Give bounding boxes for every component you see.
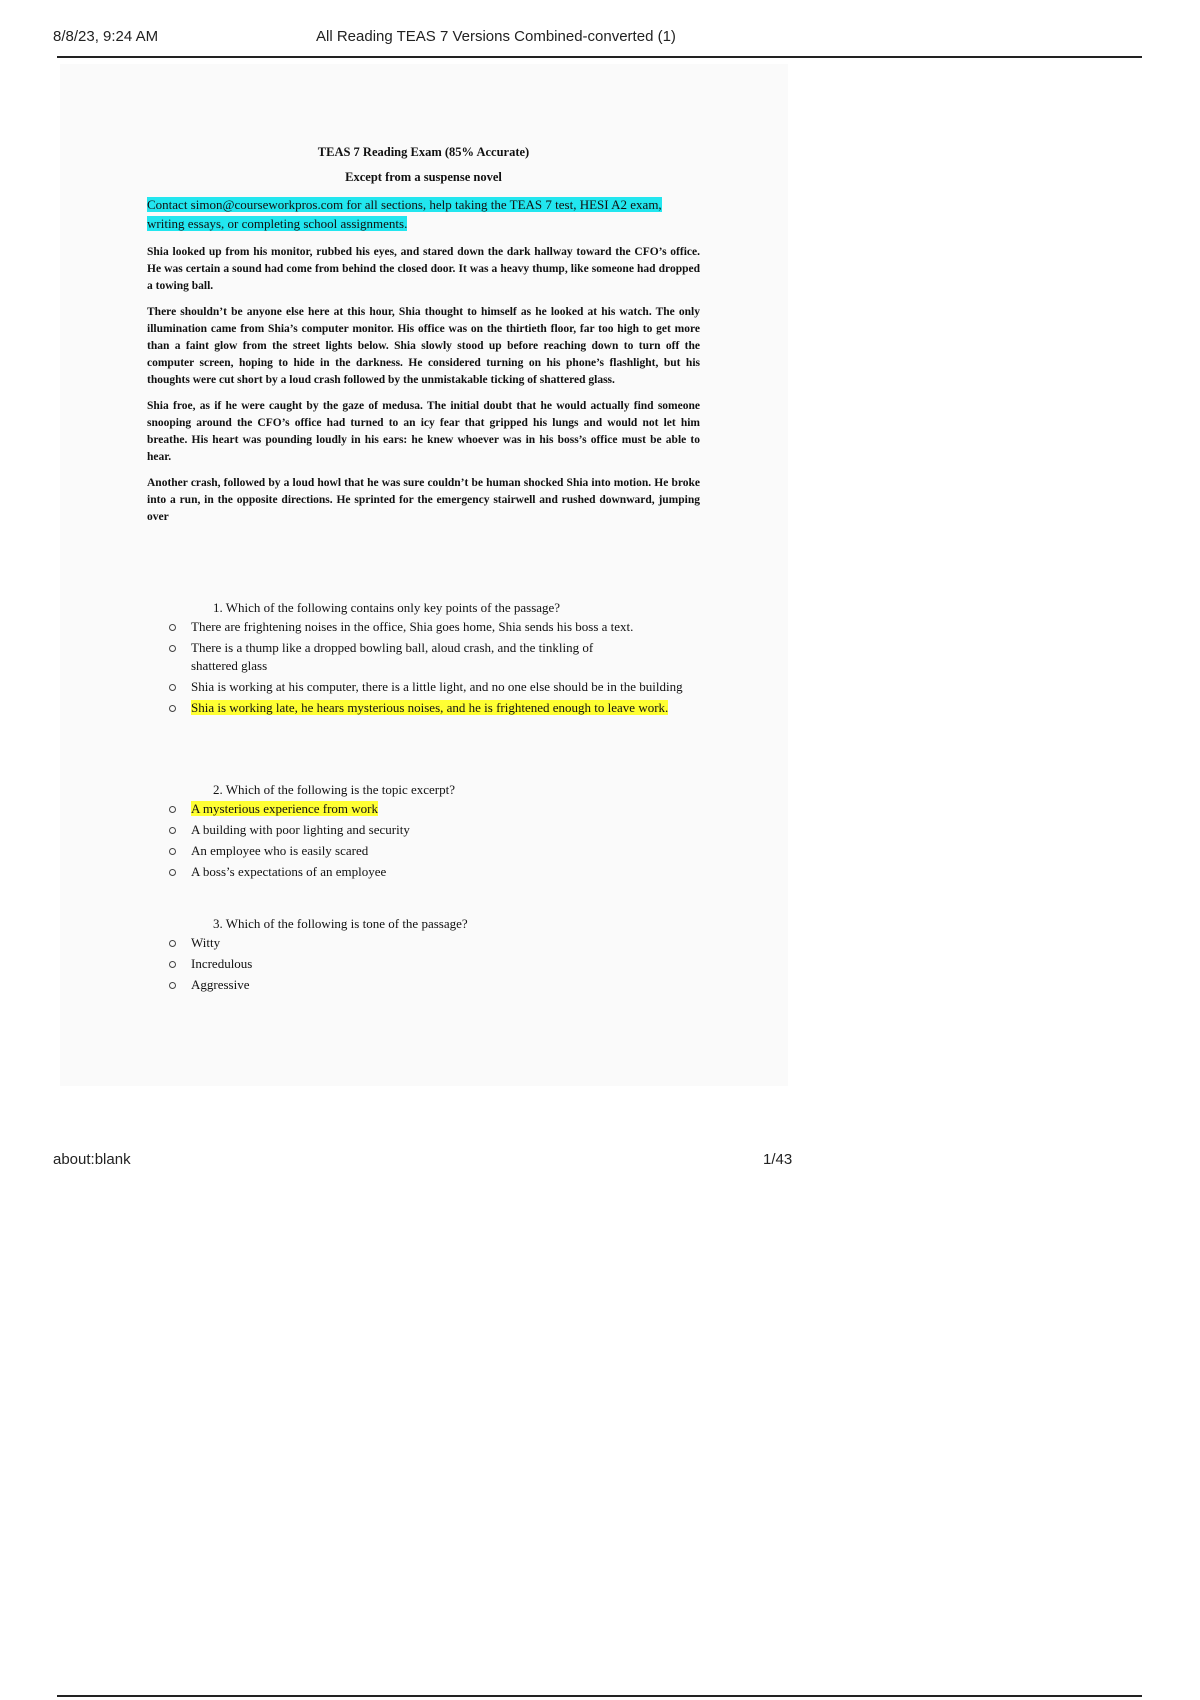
option-text: Shia is working late, he hears mysterious noises, and he is frightened enough to leave work.: [191, 700, 669, 715]
answer-option: [160, 639, 611, 675]
answer-option: [160, 821, 720, 839]
option-text: A boss’s expectations of an employee: [191, 864, 387, 879]
print-url: about:blank: [53, 1151, 131, 1168]
answer-option: [160, 618, 720, 636]
passage-paragraph-4: Another crash, followed by a loud howl that he was sure couldn’t be human shocked Shia into motion. He broke into a run, in the opposite directions. He sprinted for the emergency stairwell and rushed downward, jumping over: [147, 477, 700, 523]
passage-paragraph-2: There shouldn’t be anyone else here at this hour, Shia thought to himself as he looked at his watch. The only illumination came from Shia’s computer monitor. His office was on the thirtieth floor, far too high to get more than a faint glow from the street lights below. Shia slowly stood up before reaching down to turn off the computer screen, hoping to hide in the darkness. He considered turning on his phone’s flashlight, but his thoughts were cut short by a loud crash followed by the unmistakable ticking of shattered glass.: [147, 306, 700, 386]
bullet-icon: [169, 806, 176, 813]
bullet-icon: [169, 848, 176, 855]
option-text: Incredulous: [191, 956, 253, 971]
option-text: There are frightening noises in the office, Shia goes home, Shia sends his boss a text.: [191, 619, 634, 634]
print-datetime: 8/8/23, 9:24 AM: [53, 28, 159, 45]
bullet-icon: [169, 827, 176, 834]
option-text: There is a thump like a dropped bowling ball, aloud crash, and the tinkling of shattered glass: [191, 640, 594, 673]
answer-option-highlighted: [160, 800, 720, 818]
bullet-icon: [169, 684, 176, 691]
contact-note-text: Contact simon@courseworkpros.com for all sections, help taking the TEAS 7 test, HESI A2 exam, writing essays, or completing school assignments.: [147, 197, 662, 231]
bullet-icon: [169, 705, 176, 712]
passage-subtitle: Except from a suspense novel: [345, 170, 502, 184]
question-3: [160, 915, 720, 997]
passage-paragraph-3: Shia froe, as if he were caught by the gaze of medusa. The initial doubt that he would actually find someone snooping around the CFO’s office had turned to an icy fear that gripped his lungs and would not let him breathe. His heart was pounding loudly in his ears: he knew whoever was in his boss’s office must be able to hear.: [147, 400, 700, 463]
question-stem: 3. Which of the following is tone of the passage?: [213, 916, 468, 931]
exam-title: TEAS 7 Reading Exam (85% Accurate): [317, 145, 530, 159]
option-text: A mysterious experience from work: [191, 801, 379, 816]
answer-option: [160, 842, 720, 860]
answer-option: [160, 934, 720, 952]
bullet-icon: [169, 961, 176, 968]
contact-note: [147, 195, 700, 233]
question-2: [160, 781, 720, 884]
question-stem: 2. Which of the following is the topic excerpt?: [213, 782, 455, 797]
footer-divider: [57, 1695, 1142, 1697]
option-text: Shia is working at his computer, there is a little light, and no one else should be in the building: [191, 679, 683, 694]
answer-option: [160, 976, 720, 994]
print-document-title: All Reading TEAS 7 Versions Combined-converted (1): [316, 28, 676, 45]
passage-paragraph-1: Shia looked up from his monitor, rubbed his eyes, and stared down the dark hallway toward the CFO’s office. He was certain a sound had come from behind the closed door. It was a heavy thump, like someone had dropped a towing ball.: [147, 246, 700, 292]
bullet-icon: [169, 982, 176, 989]
option-text: Aggressive: [191, 977, 250, 992]
question-1: [160, 599, 720, 720]
bullet-icon: [169, 869, 176, 876]
page-counter: 1/43: [763, 1151, 793, 1168]
option-text: A building with poor lighting and security: [191, 822, 410, 837]
answer-option: [160, 863, 720, 881]
bullet-icon: [169, 624, 176, 631]
option-text: Witty: [191, 935, 221, 950]
bullet-icon: [169, 645, 176, 652]
question-stem: 1. Which of the following contains only key points of the passage?: [213, 600, 561, 615]
option-text: An employee who is easily scared: [191, 843, 369, 858]
bullet-icon: [169, 940, 176, 947]
answer-option-highlighted: [160, 699, 701, 717]
answer-option: [160, 955, 720, 973]
answer-option: [160, 678, 720, 696]
passage-section: [147, 145, 700, 535]
header-divider: [57, 56, 1142, 58]
